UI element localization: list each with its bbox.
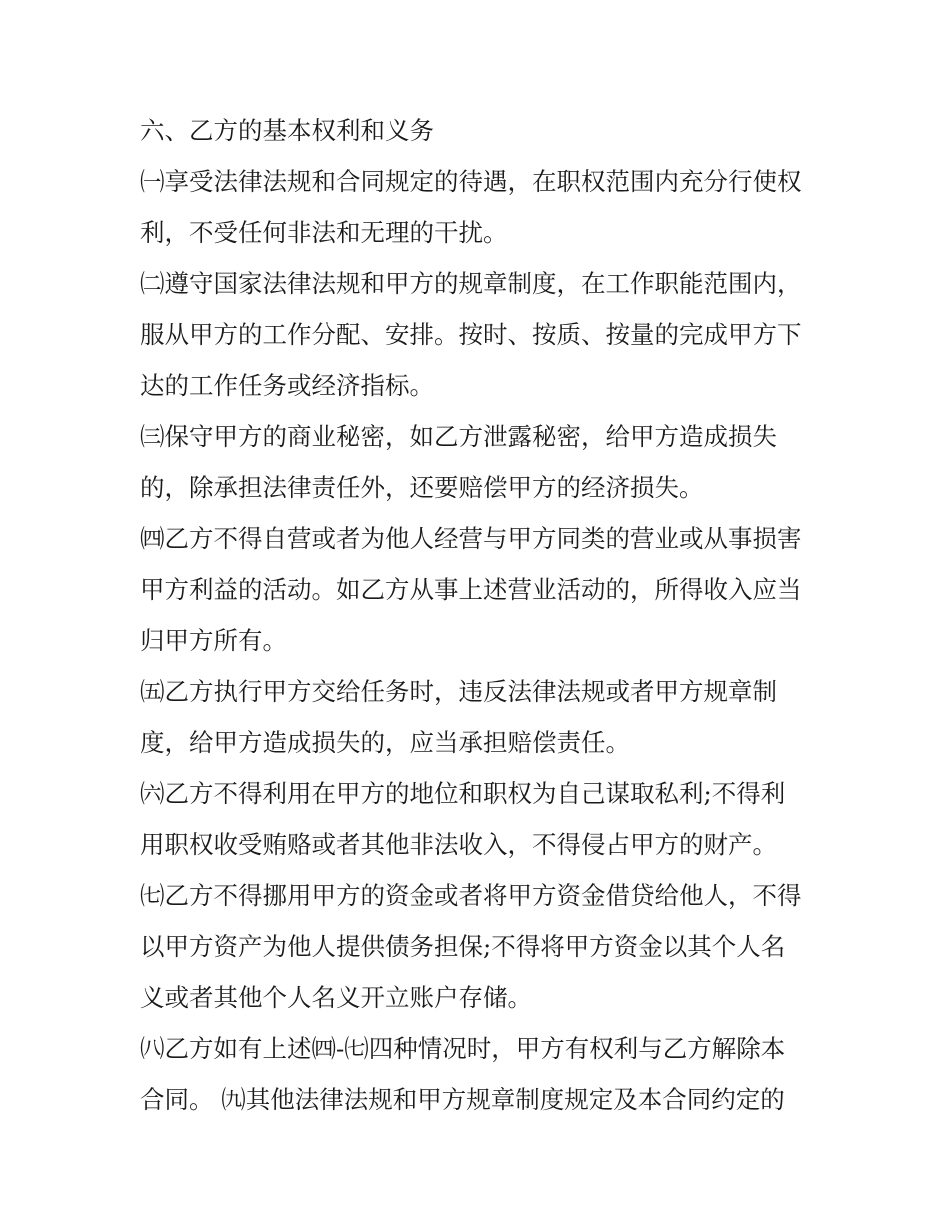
- text-line: 服从甲方的工作分配、安排。按时、按质、按量的完成甲方下: [140, 320, 802, 349]
- text-line: 度，给甲方造成损失的，应当承担赔偿责任。: [140, 728, 630, 757]
- document-body: [140, 105, 820, 1125]
- text-line: 以甲方资产为他人提供债务担保;不得将甲方资金以其个人名: [140, 932, 786, 961]
- text-line: 归甲方所有。: [140, 626, 287, 655]
- text-line: ㈤乙方执行甲方交给任务时，违反法律法规或者甲方规章制: [140, 677, 777, 706]
- text-line: 用职权收受贿赂或者其他非法收入，不得侵占甲方的财产。: [140, 830, 777, 859]
- text-line: 利，不受任何非法和无理的干扰。: [140, 218, 508, 247]
- text-line: ㈡遵守国家法律法规和甲方的规章制度，在工作职能范围内，: [140, 269, 802, 298]
- text-line: 的，除承担法律责任外，还要赔偿甲方的经济损失。: [140, 473, 704, 502]
- text-line: ㈦乙方不得挪用甲方的资金或者将甲方资金借贷给他人，不得: [140, 881, 802, 910]
- section-heading: 六、乙方的基本权利和义务: [140, 116, 434, 145]
- text-line: 达的工作任务或经济指标。: [140, 371, 434, 400]
- text-line: 甲方利益的活动。如乙方从事上述营业活动的，所得收入应当: [140, 575, 802, 604]
- text-line: ㈢保守甲方的商业秘密，如乙方泄露秘密，给甲方造成损失: [140, 422, 777, 451]
- text-line: ㈥乙方不得利用在甲方的地位和职权为自己谋取私利;不得利: [140, 779, 786, 808]
- text-line: ㈧乙方如有上述㈣-㈦四种情况时，甲方有权利与乙方解除本: [140, 1034, 786, 1063]
- text-line: 义或者其他个人名义开立账户存储。: [140, 983, 532, 1012]
- text-line: ㈠享受法律法规和合同规定的待遇，在职权范围内充分行使权: [140, 167, 802, 196]
- text-line: ㈣乙方不得自营或者为他人经营与甲方同类的营业或从事损害: [140, 524, 802, 553]
- text-line: 合同。 ㈨其他法律法规和甲方规章制度规定及本合同约定的: [140, 1085, 785, 1114]
